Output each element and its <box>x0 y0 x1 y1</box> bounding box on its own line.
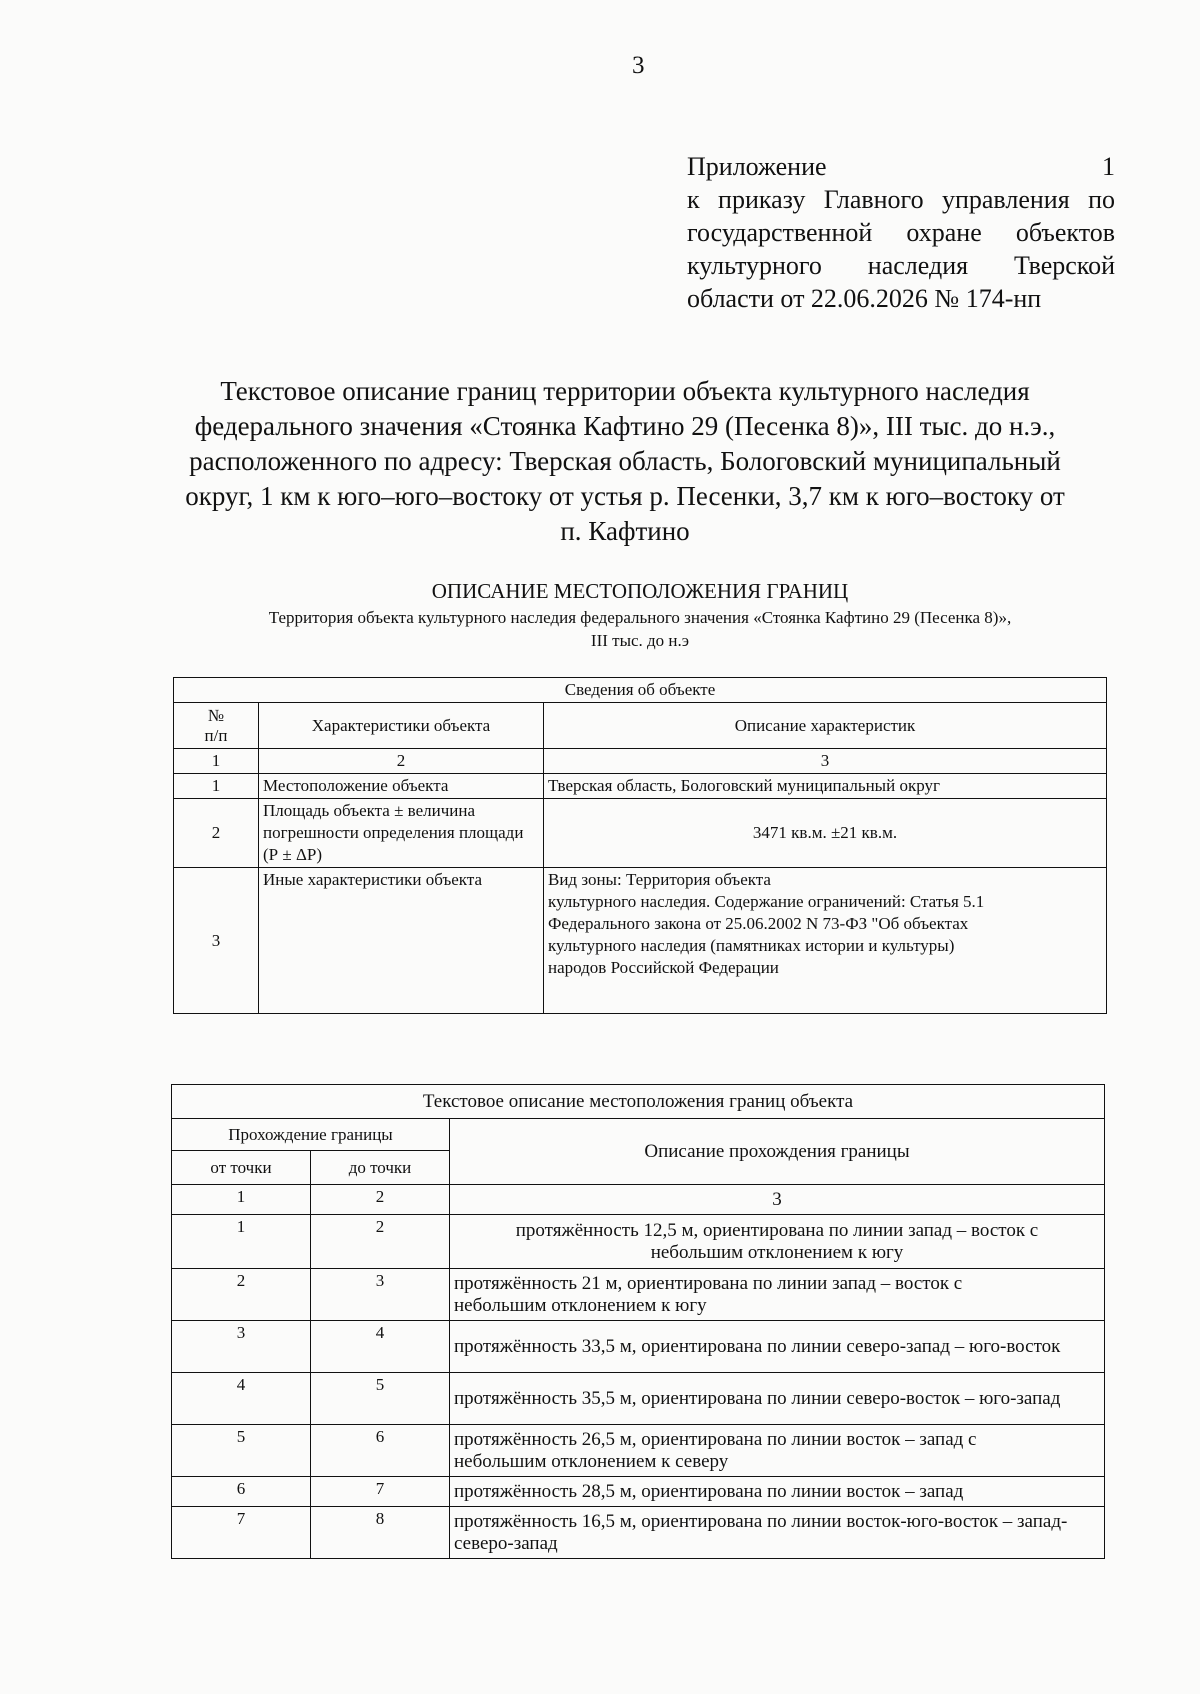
table-row <box>174 868 1107 1014</box>
to-point: 7 <box>311 1477 450 1507</box>
column-number-row <box>174 749 1107 774</box>
appendix-line: к приказу Главного управления по <box>687 185 1115 214</box>
row-number: 1 <box>174 774 259 799</box>
header-characteristic: Характеристики объекта <box>259 703 544 749</box>
row-characteristic: Площадь объекта ± величина погрешности определения площади (Р ± ΔР) <box>259 799 544 868</box>
table-caption-row <box>172 1085 1105 1119</box>
row-number: 2 <box>174 799 259 868</box>
table-caption: Текстовое описание местоположения границ объекта <box>172 1085 1105 1119</box>
title-line: п. Кафтино <box>560 516 690 546</box>
header-to-point: до точки <box>311 1151 450 1185</box>
subtitle-line: Территория объекта культурного наследия федерального значения «Стоянка Кафтино 29 (Песенка 8)», <box>268 608 1012 627</box>
to-point: 3 <box>311 1269 450 1321</box>
table-row <box>172 1373 1105 1425</box>
section-subtitle <box>180 606 1100 652</box>
table-row <box>172 1507 1105 1559</box>
header-from-point: от точки <box>172 1151 311 1185</box>
from-point: 1 <box>172 1215 311 1269</box>
header-number: № п/п <box>174 703 259 749</box>
column-number: 1 <box>172 1185 311 1215</box>
from-point: 7 <box>172 1507 311 1559</box>
header-description: Описание характеристик <box>544 703 1107 749</box>
column-number-row <box>172 1185 1105 1215</box>
to-point: 2 <box>311 1215 450 1269</box>
title-line: Текстовое описание границ территории объекта культурного наследия <box>220 376 1030 406</box>
table-row <box>172 1477 1105 1507</box>
passage-description: протяжённость 21 м, ориентирована по линии запад – восток с небольшим отклонением к югу <box>450 1269 1105 1321</box>
passage-description: протяжённость 12,5 м, ориентирована по линии запад – восток с небольшим отклонением к югу <box>450 1215 1105 1269</box>
table-row <box>172 1321 1105 1373</box>
from-point: 3 <box>172 1321 311 1373</box>
appendix-line: Приложение 1 <box>687 152 1115 181</box>
from-point: 2 <box>172 1269 311 1321</box>
column-number: 3 <box>544 749 1107 774</box>
row-number: 3 <box>174 868 259 1014</box>
passage-description: протяжённость 35,5 м, ориентирована по линии северо-восток – юго-запад <box>450 1373 1105 1425</box>
boundary-description-table <box>171 1084 1105 1559</box>
title-line: округ, 1 км к юго–юго–востоку от устья р. Песенки, 3,7 км к юго–востоку от <box>185 481 1065 511</box>
row-value: 3471 кв.м. ±21 кв.м. <box>544 799 1107 868</box>
table-row <box>174 799 1107 868</box>
passage-description: протяжённость 28,5 м, ориентирована по линии восток – запад <box>450 1477 1105 1507</box>
appendix-line: государственной охране объектов <box>687 218 1115 247</box>
object-info-table <box>173 677 1107 1014</box>
table-header-row <box>174 703 1107 749</box>
to-point: 6 <box>311 1425 450 1477</box>
column-number: 2 <box>259 749 544 774</box>
row-value: Тверская область, Бологовский муниципальный округ <box>544 774 1107 799</box>
to-point: 8 <box>311 1507 450 1559</box>
to-point: 4 <box>311 1321 450 1373</box>
appendix-line: культурного наследия Тверской <box>687 251 1115 280</box>
page-number: 3 <box>632 52 645 79</box>
table-row <box>174 774 1107 799</box>
table-row <box>172 1269 1105 1321</box>
table-row <box>172 1425 1105 1477</box>
table-header-row <box>172 1119 1105 1151</box>
appendix-line: области от 22.06.2026 № 174-нп <box>687 284 1042 313</box>
appendix-header <box>687 150 1115 315</box>
document-title <box>150 374 1100 549</box>
row-value: Вид зоны: Территория объекта культурного наследия. Содержание ограничений: Статья 5.1 Федерального закона от 25.06.2002 N 73-ФЗ "Об объектах культурного наследия (памятниках истории и культуры) народов Российской Федерации <box>544 868 1107 1014</box>
from-point: 4 <box>172 1373 311 1425</box>
title-line: расположенного по адресу: Тверская область, Бологовский муниципальный <box>189 446 1061 476</box>
column-number: 2 <box>311 1185 450 1215</box>
section-title: ОПИСАНИЕ МЕСТОПОЛОЖЕНИЯ ГРАНИЦ <box>431 579 849 603</box>
column-number: 1 <box>174 749 259 774</box>
header-passage-description: Описание прохождения границы <box>450 1119 1105 1185</box>
table-caption-row <box>174 678 1107 703</box>
title-line: федерального значения «Стоянка Кафтино 29 (Песенка 8)», III тыс. до н.э., <box>194 411 1056 441</box>
row-characteristic: Иные характеристики объекта <box>259 868 544 1014</box>
table-row <box>172 1215 1105 1269</box>
passage-description: протяжённость 26,5 м, ориентирована по линии восток – запад с небольшим отклонением к северу <box>450 1425 1105 1477</box>
passage-description: протяжённость 33,5 м, ориентирована по линии северо-запад – юго-восток <box>450 1321 1105 1373</box>
passage-description: протяжённость 16,5 м, ориентирована по линии восток-юго-восток – запад-северо-запад <box>450 1507 1105 1559</box>
subtitle-line: III тыс. до н.э <box>590 631 690 650</box>
from-point: 5 <box>172 1425 311 1477</box>
row-characteristic: Местоположение объекта <box>259 774 544 799</box>
header-boundary-passage: Прохождение границы <box>172 1119 450 1151</box>
column-number: 3 <box>450 1185 1105 1215</box>
from-point: 6 <box>172 1477 311 1507</box>
table-caption: Сведения об объекте <box>174 678 1107 703</box>
to-point: 5 <box>311 1373 450 1425</box>
